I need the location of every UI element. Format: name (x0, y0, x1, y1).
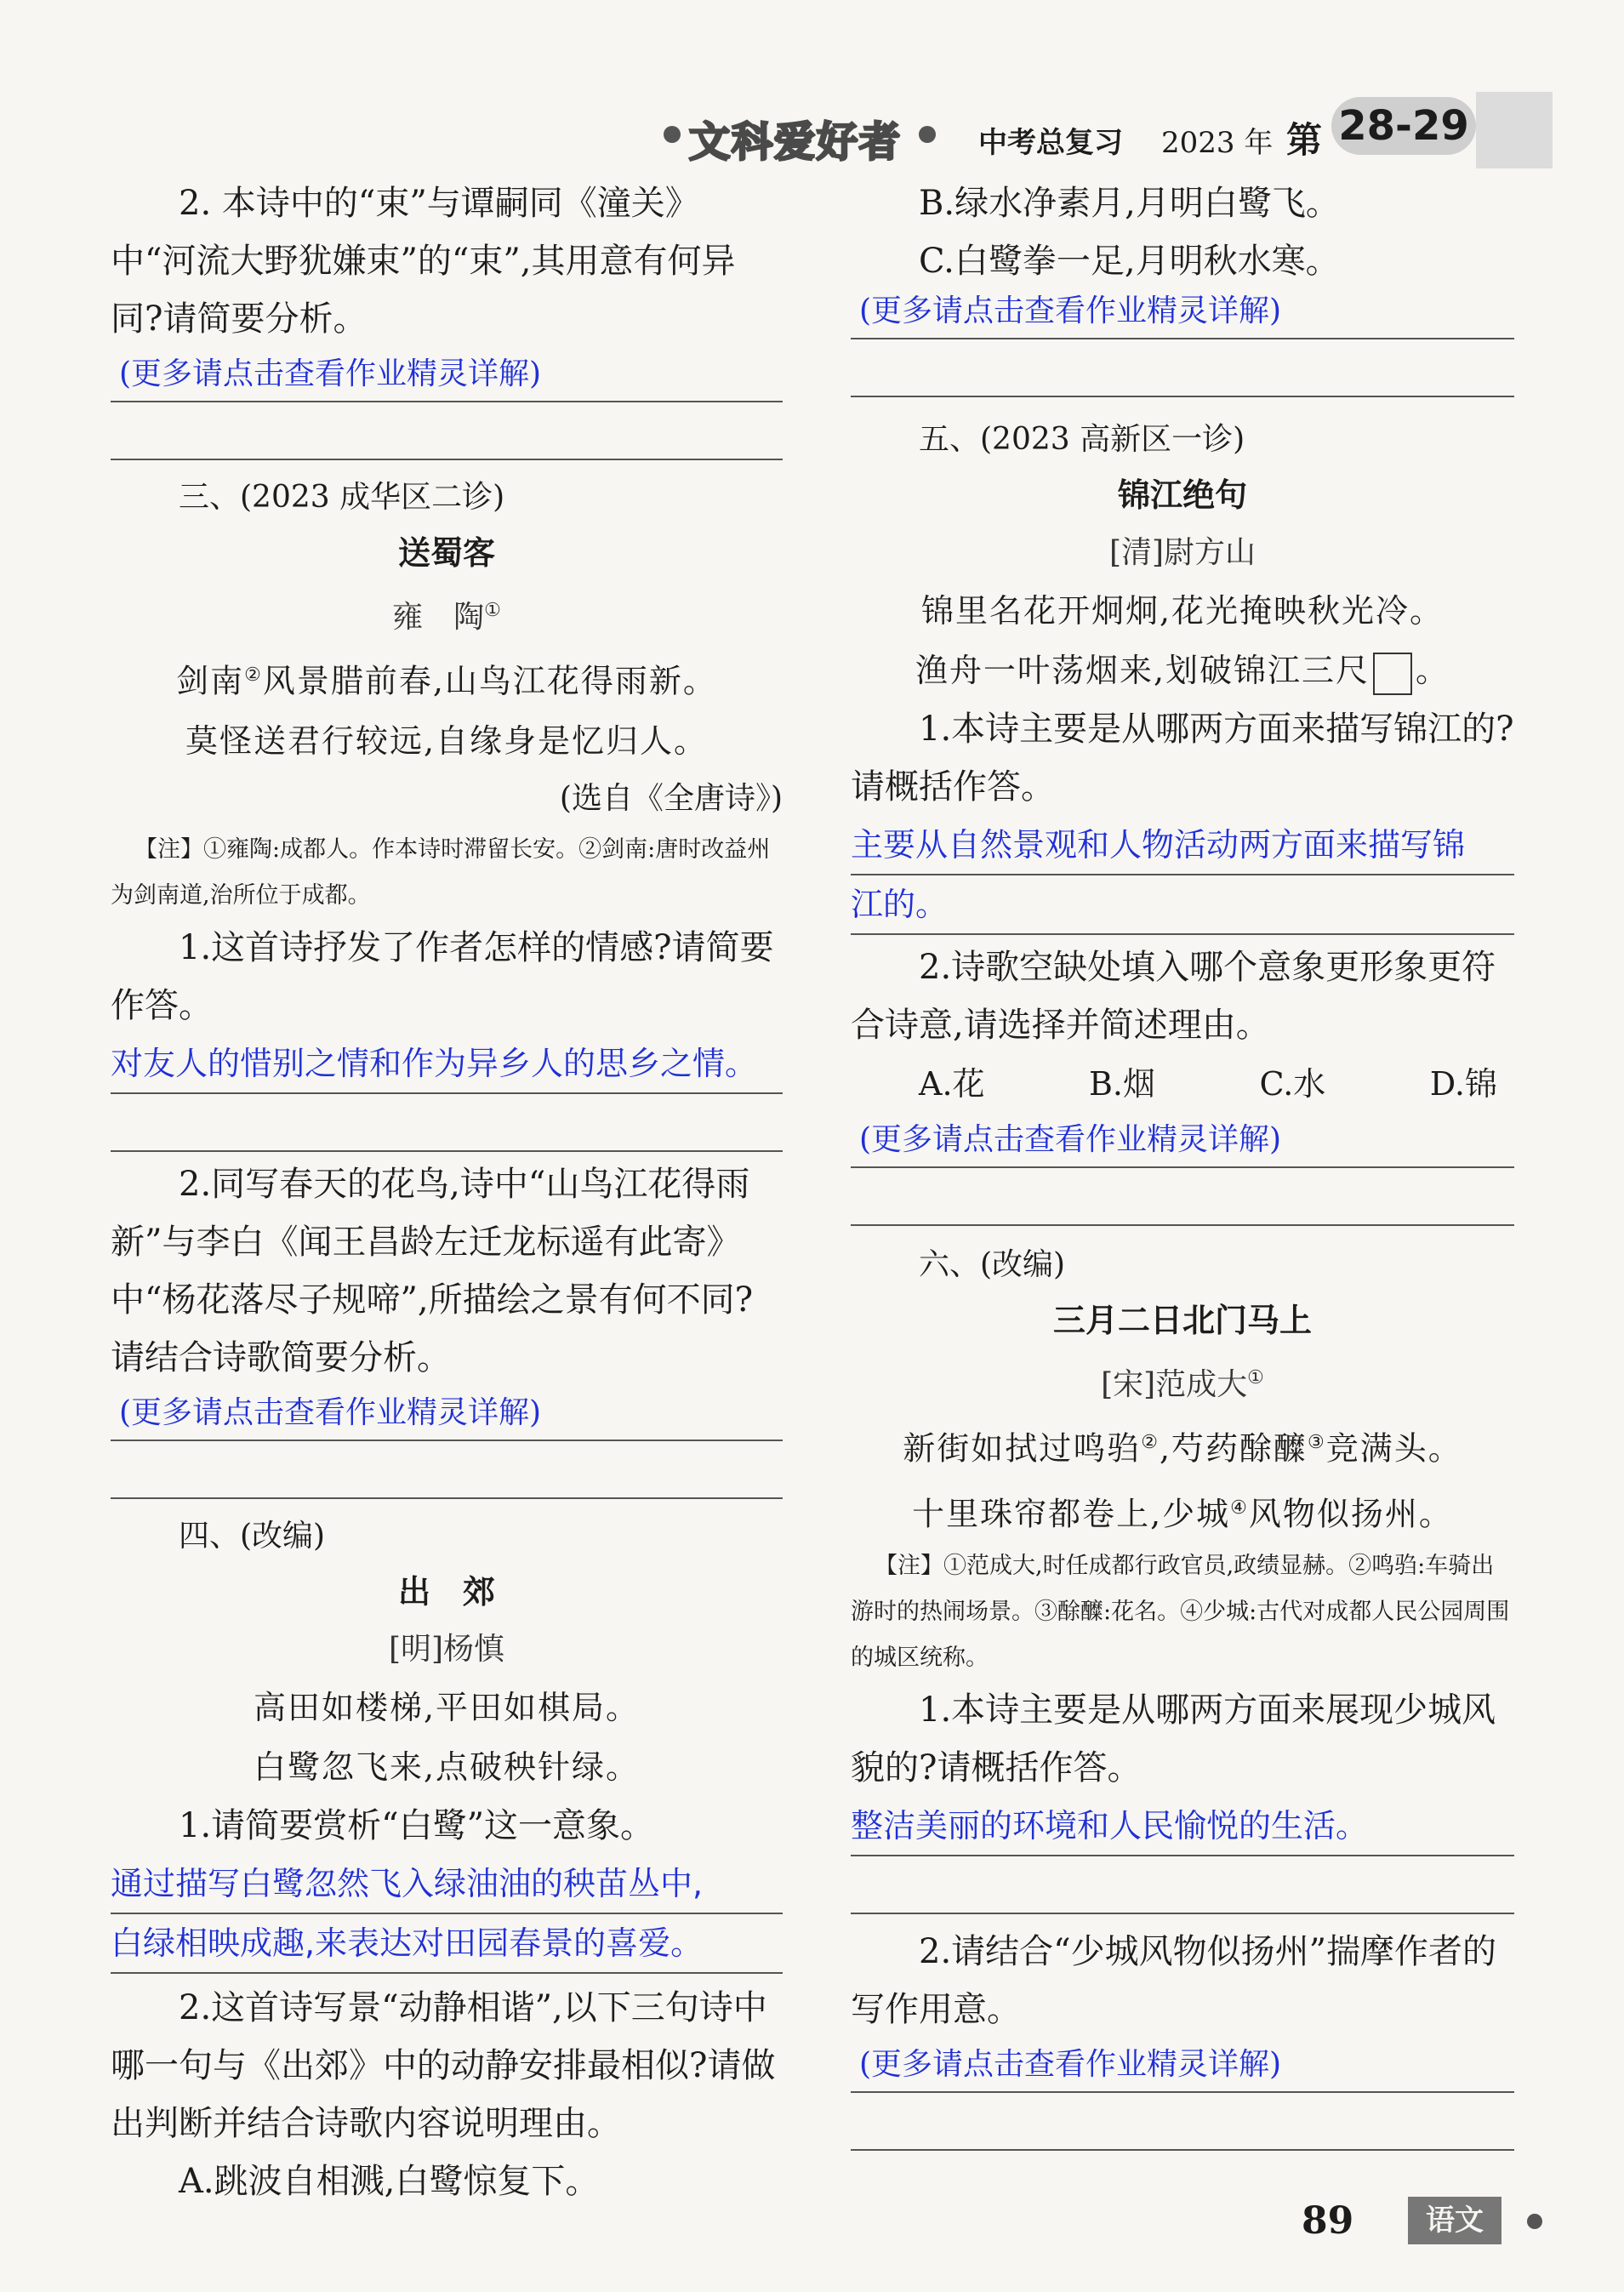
detail-link[interactable]: (更多请点击查看作业精灵详解) (119, 356, 542, 391)
page-header (647, 100, 1514, 168)
option-row (851, 1054, 1514, 1114)
option-b: B.绿水净素月,月明白鹭飞。 (919, 184, 1340, 223)
poem-title: 送蜀客 (397, 534, 495, 572)
poem-title: 锦江绝句 (1117, 476, 1247, 514)
header-di: 第 (1286, 119, 1323, 161)
answer-text: 白绿相映成趣,来表达对田园春景的喜爱。 (111, 1914, 783, 1974)
issue-number: 28-29 (1331, 97, 1476, 155)
poem-line: 锦里名花开炯炯,花光掩映秋光冷。 (920, 592, 1445, 630)
question-text: 1.请简要赏析“白鹭”这一意象。 (179, 1805, 655, 1845)
poem-author: [宋]范成大① (1101, 1367, 1264, 1402)
section-heading: 四、(改编) (179, 1518, 326, 1554)
poem-line: 白鹭忽飞来,点破秧针绿。 (253, 1748, 641, 1786)
magazine-brand: 文科爱好者 (689, 118, 903, 166)
subject-tag: 语文 (1408, 2197, 1501, 2244)
detail-link[interactable]: (更多请点击查看作业精灵详解) (119, 1394, 542, 1430)
answer-line (111, 1441, 783, 1499)
answer-line (851, 2093, 1514, 2151)
section-heading: 三、(2023 成华区二诊) (179, 480, 505, 515)
poem-author: [明]杨慎 (388, 1631, 505, 1667)
answer-text: 主要从自然景观和人物活动两方面来描写锦 (851, 816, 1514, 875)
answer-line (851, 339, 1514, 397)
answer-line (111, 402, 783, 460)
section-heading: 五、(2023 高新区一诊) (919, 422, 1245, 457)
poem-title: 三月二日北门马上 (1052, 1302, 1312, 1339)
question-text: 1.本诗主要是从哪两方面来描写锦江的?请概括作答。 (851, 710, 1514, 807)
option-c: C.水 (1259, 1065, 1326, 1103)
poem-line: 莫怪送君行较远,自缘身是忆归人。 (185, 721, 709, 760)
poem-line: 剑南②风景腊前春,山鸟江花得雨新。 (176, 662, 717, 700)
answer-text: 通过描写白鹭忽然飞入绿油油的秧苗丛中, (111, 1855, 783, 1914)
poem-line: 高田如楼梯,平田如棋局。 (253, 1688, 641, 1726)
option-a: A.跳波自相溅,白鹭惊复下。 (179, 2161, 600, 2201)
answer-line (851, 1856, 1514, 1914)
detail-link[interactable]: (更多请点击查看作业精灵详解) (859, 1122, 1282, 1157)
bullet-icon (919, 126, 936, 143)
bullet-icon (664, 126, 681, 143)
poem-title: 出 郊 (397, 1572, 495, 1611)
detail-link[interactable]: (更多请点击查看作业精灵详解) (859, 294, 1282, 328)
poem-line: 新街如拭过鸣驺②,芍药酴醾③竞满头。 (903, 1429, 1462, 1468)
question-text: 2.这首诗写景“动静相谐”,以下三句诗中哪一句与《出郊》中的动静安排最相似?请做出判断并结合诗歌内容说明理由。 (111, 1987, 776, 2143)
question-text: 1.这首诗抒发了作者怎样的情感?请简要作答。 (111, 927, 774, 1025)
answer-line (851, 1168, 1514, 1226)
option-c: C.白鹭拳一足,月明秋水寒。 (919, 242, 1340, 281)
option-a: A.花 (919, 1065, 985, 1103)
bullet-icon (1527, 2214, 1542, 2229)
option-d: D.锦 (1429, 1065, 1497, 1103)
question-text: 1.本诗主要是从哪两方面来展现少城风貌的?请概括作答。 (851, 1690, 1496, 1788)
answer-text: 对友人的惜别之情和作为异乡人的思乡之情。 (111, 1044, 758, 1082)
poem-author: 雍 陶① (392, 600, 501, 635)
poem-author: [清]尉方山 (1108, 535, 1256, 570)
question-text: 2.请结合“少城风物似扬州”揣摩作者的写作用意。 (851, 1932, 1497, 2030)
detail-link[interactable]: (更多请点击查看作业精灵详解) (859, 2047, 1282, 2083)
poem-note: 【注】①范成大,时任成都行政官员,政绩显赫。②鸣驺:车骑出游时的热闹场景。③酴醾:花名。④少城:古代对成都人民公园周围的城区统称。 (851, 1553, 1510, 1672)
answer-text: 整洁美丽的环境和人民愉悦的生活。 (851, 1797, 1514, 1856)
section-heading: 六、(改编) (919, 1247, 1066, 1282)
answer-line (111, 1094, 783, 1152)
blank-box (1373, 653, 1412, 695)
header-subtitle: 中考总复习 (978, 126, 1123, 160)
answer-text: 江的。 (851, 875, 1514, 935)
right-column (851, 174, 1514, 2151)
option-b: B.烟 (1089, 1065, 1156, 1103)
poem-source: (选自《全唐诗》) (559, 780, 783, 816)
header-year: 2023 年 (1161, 126, 1274, 160)
left-column (111, 174, 783, 2210)
question-text: 2.同写春天的花鸟,诗中“山鸟江花得雨新”与李白《闻王昌龄左迁龙标遥有此寄》中“杨花落尽子规啼”,所描绘之景有何不同?请结合诗歌简要分析。 (111, 1164, 754, 1377)
poem-line: 渔舟一叶荡烟来,划破锦江三尺 。 (851, 641, 1514, 700)
question-text: 2. 本诗中的“束”与谭嗣同《潼关》中“河流大野犹嫌束”的“束”,其用意有何异同?请简要分析。 (111, 184, 736, 339)
poem-note: 【注】①雍陶:成都人。作本诗时滞留长安。②剑南:唐时改益州为剑南道,治所位于成都。 (111, 835, 771, 909)
page-number: 89 (1302, 2199, 1354, 2243)
header-corner-tab (1476, 92, 1553, 168)
question-text: 2.诗歌空缺处填入哪个意象更形象更符合诗意,请选择并简述理由。 (851, 948, 1496, 1045)
poem-line: 十里珠帘都卷上,少城④风物似扬州。 (912, 1495, 1453, 1533)
